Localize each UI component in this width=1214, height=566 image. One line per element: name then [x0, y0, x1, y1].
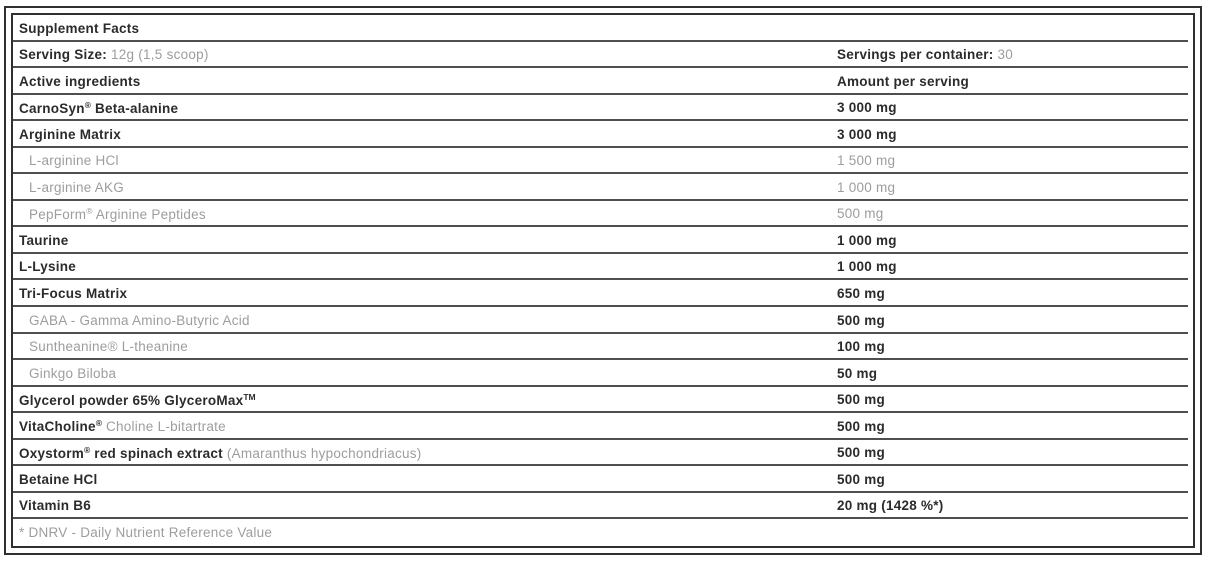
table-row	[13, 174, 1193, 201]
table-row	[13, 519, 1193, 546]
ingredient-name-cell	[13, 419, 835, 434]
amount-cell	[835, 420, 1193, 434]
ingredient-name-cell	[13, 526, 272, 540]
ingredient-name-cell	[13, 101, 835, 116]
table-row	[13, 227, 1193, 254]
text-part: red spinach extract	[90, 445, 223, 461]
table-row	[13, 201, 1193, 228]
text-part: L-Lysine	[19, 259, 77, 275]
text-part: Glycerol powder 65% GlyceroMax	[19, 392, 244, 408]
text-part: 500 mg	[837, 312, 886, 328]
text-part: 20 mg (1428 %*)	[837, 498, 944, 514]
text-part: 650 mg	[837, 285, 886, 301]
text-part: GABA - Gamma Amino-Butyric Acid	[29, 312, 250, 328]
table-row	[13, 254, 1193, 281]
ingredient-name-cell	[13, 473, 835, 487]
text-part: 3 000 mg	[837, 100, 897, 116]
amount-cell	[835, 260, 1193, 274]
amount-cell	[835, 499, 1193, 513]
text-part: Arginine Peptides	[92, 206, 206, 222]
text-part: 500 mg	[837, 418, 886, 434]
text-part: L-arginine HCl	[29, 153, 119, 169]
text-part: Serving Size:	[19, 47, 108, 63]
text-part: 3 000 mg	[837, 126, 897, 142]
text-part: 30	[993, 47, 1014, 63]
text-part: 1 000 mg	[837, 179, 896, 195]
ingredient-name-cell	[13, 128, 835, 142]
text-part: CarnoSyn	[19, 100, 85, 116]
amount-cell	[835, 101, 1193, 115]
ingredient-name-cell	[13, 287, 835, 301]
text-part: 500 mg	[837, 206, 884, 222]
ingredient-name-cell	[13, 393, 835, 408]
ingredient-name-cell	[13, 260, 835, 274]
supplement-table	[11, 13, 1195, 548]
table-row	[13, 68, 1193, 95]
table-row	[13, 42, 1193, 69]
text-part: Active ingredients	[19, 73, 141, 89]
amount-cell	[835, 340, 1193, 354]
table-row	[13, 280, 1193, 307]
text-part: Suntheanine® L-theanine	[29, 339, 189, 355]
text-part: VitaCholine	[19, 419, 96, 435]
text-part: ®	[86, 205, 93, 216]
table-row	[13, 148, 1193, 175]
text-part: 12g (1,5 scoop)	[107, 47, 209, 63]
amount-cell	[835, 234, 1193, 248]
table-row	[13, 360, 1193, 387]
text-part: L-arginine AKG	[29, 179, 125, 195]
amount-cell	[835, 181, 1193, 195]
text-part: ®	[84, 99, 92, 110]
text-part: Amount per serving	[837, 73, 970, 89]
text-part: Ginkgo Biloba	[29, 365, 117, 381]
ingredient-name-cell	[13, 207, 835, 222]
text-part: 500 mg	[837, 471, 886, 487]
text-part: 1 500 mg	[837, 153, 896, 169]
amount-cell	[835, 207, 1193, 221]
text-part: ®	[84, 444, 91, 455]
text-part: Arginine Matrix	[19, 126, 122, 142]
text-part: 50 mg	[837, 365, 878, 381]
ingredient-name-cell	[13, 314, 835, 328]
text-part: Tri-Focus Matrix	[19, 285, 128, 301]
ingredient-name-cell	[13, 181, 835, 195]
label-outer-border	[4, 6, 1202, 555]
amount-cell	[835, 287, 1193, 301]
text-part: TM	[243, 391, 256, 402]
text-part: 100 mg	[837, 339, 886, 355]
table-row	[13, 95, 1193, 122]
table-row	[13, 413, 1193, 440]
amount-cell	[835, 473, 1193, 487]
text-part: Oxystorm	[19, 445, 85, 461]
text-part: 1 000 mg	[837, 232, 897, 248]
ingredient-name-cell	[13, 22, 139, 36]
ingredient-name-cell	[13, 75, 835, 89]
text-part: Taurine	[19, 232, 69, 248]
text-part: 500 mg	[837, 445, 886, 461]
text-part: Vitamin B6	[19, 498, 92, 514]
text-part: Beta-alanine	[91, 100, 179, 116]
amount-cell	[835, 48, 1193, 62]
text-part: * DNRV - Daily Nutrient Reference Value	[19, 524, 273, 540]
table-row	[13, 440, 1193, 467]
table-row	[13, 307, 1193, 334]
text-part: Supplement Facts	[19, 20, 140, 36]
amount-cell	[835, 446, 1193, 460]
ingredient-name-cell	[13, 367, 835, 381]
text-part: Choline L-bitartrate	[102, 419, 226, 435]
table-row	[13, 15, 1193, 42]
amount-cell	[835, 367, 1193, 381]
text-part: 1 000 mg	[837, 259, 897, 275]
table-row	[13, 466, 1193, 493]
table-row	[13, 493, 1193, 520]
text-part: Betaine HCl	[19, 471, 98, 487]
ingredient-name-cell	[13, 48, 835, 62]
table-row	[13, 121, 1193, 148]
text-part: 500 mg	[837, 392, 886, 408]
text-part: PepForm	[29, 206, 87, 222]
ingredient-name-cell	[13, 446, 835, 461]
amount-cell	[835, 154, 1193, 168]
ingredient-name-cell	[13, 499, 835, 513]
text-part: Servings per container:	[837, 47, 994, 63]
text-part: ®	[95, 418, 103, 429]
ingredient-name-cell	[13, 234, 835, 248]
amount-cell	[835, 393, 1193, 407]
ingredient-name-cell	[13, 340, 835, 354]
ingredient-name-cell	[13, 154, 835, 168]
amount-cell	[835, 314, 1193, 328]
table-row	[13, 334, 1193, 361]
table-row	[13, 387, 1193, 414]
amount-cell	[835, 75, 1193, 89]
text-part: (Amaranthus hypochondriacus)	[222, 445, 422, 461]
amount-cell	[835, 128, 1193, 142]
